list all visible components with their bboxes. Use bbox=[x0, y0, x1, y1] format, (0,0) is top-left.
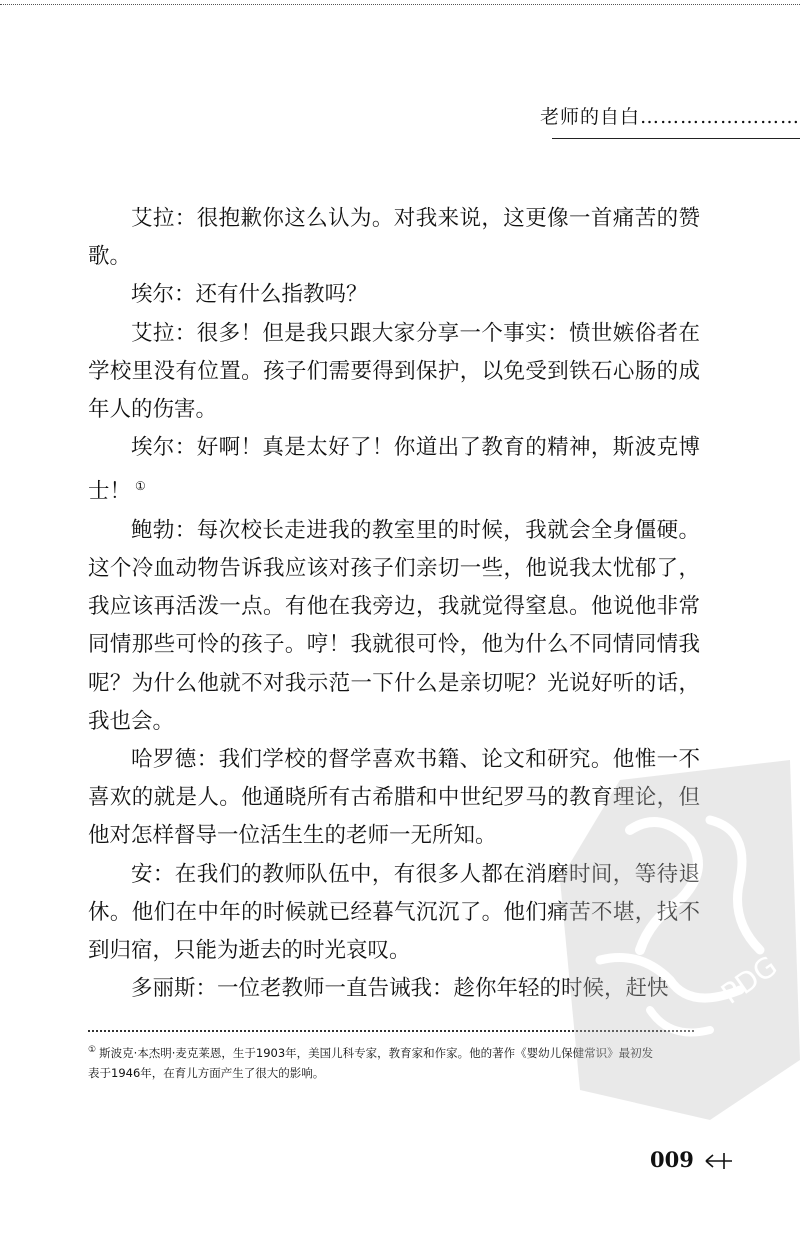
footnote-line-2: 表于1946年，在育儿方面产生了很大的影响。 bbox=[88, 1065, 325, 1080]
paragraph-al-1: 埃尔：还有什么指教吗？ bbox=[131, 282, 368, 308]
running-head-rule bbox=[552, 138, 800, 139]
paragraph-al-2: 埃尔：好啊！真是太好了！你道出了教育的精神，斯波克博士！ ① bbox=[88, 435, 700, 505]
back-arrow-icon bbox=[704, 1150, 734, 1172]
page-number: 009 bbox=[650, 1147, 694, 1172]
footnote-line-1: ① 斯波克·本杰明·麦克莱恩，生于1903年，美国儿科专家，教育家和作家。他的著作《婴幼儿保健常识》最初发 bbox=[88, 1045, 654, 1060]
running-head: 老师的自白…………………… bbox=[539, 106, 800, 128]
paragraph-harold: 哈罗德：我们学校的督学喜欢书籍、论文和研究。他惟一不喜欢的就是人。他通晓所有古希腊和中世纪罗马的教育理论，但他对怎样督导一位活生生的老师一无所知。 bbox=[88, 747, 700, 849]
paragraph-ella-2: 艾拉：很多！但是我只跟大家分享一个事实：愤世嫉俗者在学校里没有位置。孩子们需要得到保护，以免受到铁石心肠的成年人的伤害。 bbox=[88, 320, 700, 423]
footnote-reference[interactable]: ① bbox=[135, 479, 146, 494]
paragraph-ella-1: 艾拉：很抱歉你这么认为。对我来说，这更像一首痛苦的赞歌。 bbox=[88, 206, 700, 270]
paragraph-ann: 安：在我们的教师队伍中，有很多人都在消磨时间，等待退休。他们在中年的时候就已经暮气沉沉了。他们痛苦不堪，找不到归宿，只能为逝去的时光哀叹。 bbox=[88, 861, 700, 964]
library-watermark-stamp bbox=[560, 760, 800, 1120]
paragraph-bob: 鲍勃：每次校长走进我的教室里的时候，我就会全身僵硬。这个冷血动物告诉我应该对孩子们亲切一些，他说我太忧郁了，我应该再活泼一点。有他在我旁边，我就觉得窒息。他说他非常同情那些可怜的孩子。哼！我就很可怜，他为什么不同情同情我呢？为什么他就不对我示范一下什么是亲切呢？光说好听的话，我也会。 bbox=[88, 517, 700, 734]
stamp-label: PDG bbox=[715, 949, 784, 1011]
paragraph-doris: 多丽斯：一位老教师一直告诫我：趁你年轻的时候，赶快 bbox=[131, 976, 669, 1002]
footnote-mark: ① bbox=[88, 1045, 97, 1055]
top-dotted-rule bbox=[0, 4, 800, 5]
